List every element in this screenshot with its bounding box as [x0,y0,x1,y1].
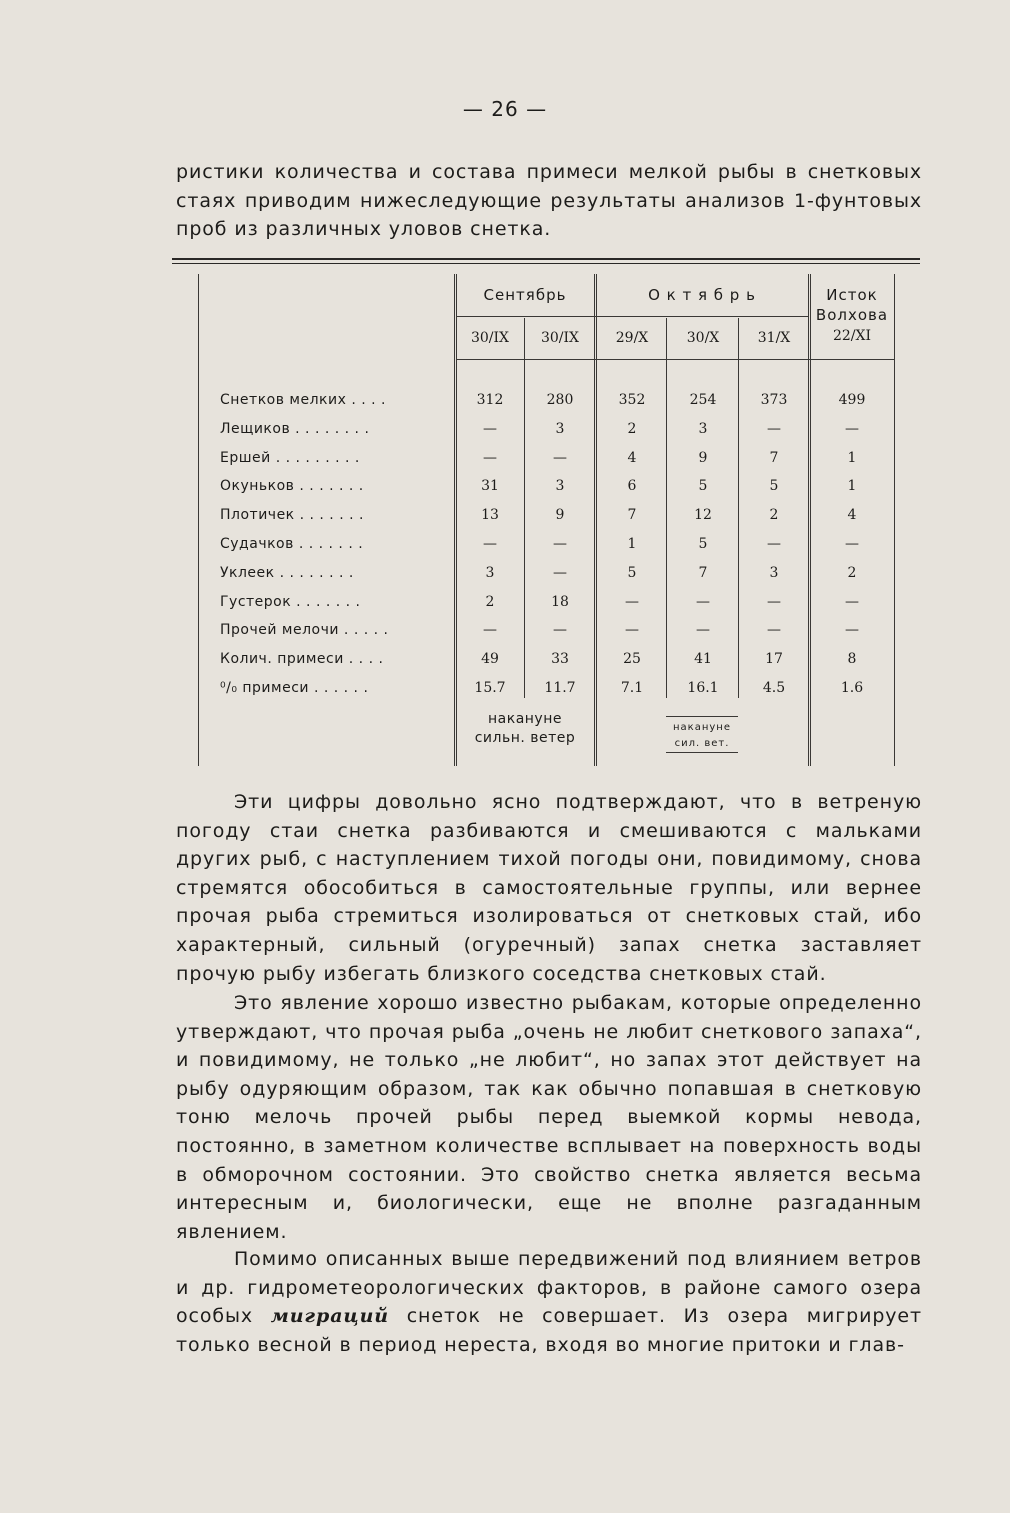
row-label: Снетков мелких . . . . [220,392,386,408]
header-date-2: 30/IX [540,330,580,346]
header-date-5: 31/X [757,330,791,346]
table-cell: — [625,594,639,610]
table-cell: 6 [627,478,637,494]
table-cell: 280 [546,392,574,408]
note-october-box-top [666,716,738,717]
note-september-2: сильн. ветер [474,730,576,746]
table-cell: 5 [769,478,779,494]
table-cell: 15.7 [474,680,506,696]
table-cell: 3 [485,565,495,581]
table-cell: 17 [765,651,783,667]
table-cell: 373 [760,392,788,408]
header-october: О к т я б р ь [648,286,756,304]
row-label: Ершей . . . . . . . . . [220,450,360,466]
row-label: Густерок . . . . . . . [220,594,361,610]
table-cell: 4.5 [762,680,786,696]
table-cell: 33 [551,651,569,667]
table-cell: — [767,622,781,638]
table-cell: 13 [481,507,499,523]
table-divider-col1 [524,318,525,698]
header-date-3: 29/X [615,330,649,346]
table-cell: — [696,622,710,638]
row-label: Уклеек . . . . . . . . [220,565,354,581]
row-label: Колич. примеси . . . . [220,651,384,667]
table-cell: — [696,594,710,610]
table-header-divider [456,316,808,317]
page-number: — 26 — [462,97,548,121]
table-cell: — [845,622,859,638]
fish-sample-table [172,258,922,766]
table-cell: — [483,622,497,638]
header-volkhov-1: Исток [826,286,878,304]
table-cell: 3 [769,565,779,581]
table-cell: 5 [698,536,708,552]
table-divider-sept-oct-double [596,274,597,766]
row-label: Прочей мелочи . . . . . [220,622,389,638]
header-date-1: 30/IX [470,330,510,346]
table-header-bottom [456,359,894,360]
table-divider-col4 [738,318,739,698]
row-label: Лещиков . . . . . . . . [220,421,370,437]
table-cell: 3 [698,421,708,437]
row-label: ⁰/₀ примеси . . . . . . [220,680,369,696]
table-cell: 3 [555,421,565,437]
table-cell: 7 [698,565,708,581]
table-cell: — [845,421,859,437]
table-cell: — [845,536,859,552]
table-cell: — [483,450,497,466]
header-volkhov-date: 22/XI [832,328,872,344]
row-label: Окуньков . . . . . . . [220,478,364,494]
note-october-1: накануне [673,722,731,733]
note-october-2: сил. вет. [674,738,730,749]
table-right-border [894,274,895,766]
table-cell: 7 [627,507,637,523]
table-cell: — [625,622,639,638]
table-cell: 8 [847,651,857,667]
table-cell: 1.6 [840,680,864,696]
header-date-4: 30/X [686,330,720,346]
paragraph-4 [176,1245,922,1359]
note-september-1: накануне [488,711,562,727]
table-cell: 18 [551,594,569,610]
header-september: Сентябрь [483,286,567,304]
table-cell: 499 [838,392,866,408]
table-cell: — [845,594,859,610]
table-cell: 2 [627,421,637,437]
table-top-rule-thin [172,263,920,264]
table-cell: 49 [481,651,499,667]
table-cell: 352 [618,392,646,408]
table-cell: 5 [698,478,708,494]
table-cell: — [553,565,567,581]
table-cell: — [553,622,567,638]
table-cell: — [553,536,567,552]
table-divider-labels [454,274,455,766]
paragraph-4-before: Помимо описанных выше передвижений под влиянием ветров и др. гидрометеорологических факторов, в районе самого озера особых [176,1248,922,1328]
table-cell: 7.1 [620,680,644,696]
note-october-box-bottom [666,752,738,753]
table-cell: 9 [698,450,708,466]
table-cell: 3 [555,478,565,494]
table-cell: — [483,421,497,437]
paragraph-4-emphasis: миграций [270,1305,389,1328]
table-cell: 4 [627,450,637,466]
table-divider-oct-volkhov [808,274,809,766]
table-cell: — [767,594,781,610]
table-cell: — [767,536,781,552]
paragraph-3: Это явление хорошо известно рыбакам, которые определенно утверждают, что прочая рыба „очень не любит снеткового запаха“, и повидимому, не только „не любит“, но запах этот действует на рыбу одуряющим образом, так как обычно попавшая в снетковую тоню мелочь прочей рыбы перед выемкой кормы невода, постоянно, в заметном количестве всплывает на поверхность воды в обморочном состоянии. Это свойство снетка является весьма интересным и, биологически, еще не вполне разгаданным явлением. [176,992,922,1243]
table-cell: 7 [769,450,779,466]
table-cell: — [483,536,497,552]
table-cell: 12 [694,507,712,523]
table-cell: 254 [689,392,717,408]
table-cell: 16.1 [687,680,719,696]
table-cell: 5 [627,565,637,581]
table-cell: 1 [847,478,857,494]
row-label: Судачков . . . . . . . [220,536,364,552]
table-divider-col3 [666,318,667,698]
table-cell: — [553,450,567,466]
paragraph-2: Эти цифры довольно ясно подтверждают, что в ветреную погоду стаи снетка разбиваются и смешиваются с мальками других рыб, с наступлением тихой погоды они, повидимому, снова стремятся обособиться в самостоятельные группы, или вернее прочая рыба стремиться изолироваться от снетковых стай, ибо характерный, сильный (огуречный) запах снетка заставляет прочую рыбу избегать близкого соседства снетковых стай. [176,791,922,985]
table-cell: 11.7 [544,680,576,696]
header-volkhov-2: Волхова [815,306,889,324]
table-cell: 1 [847,450,857,466]
paragraph-1: ристики количества и состава примеси мелкой рыбы в снетковых стаях приводим нижеследующие результаты анализов 1-фунтовых проб из различных уловов снетка. [176,161,922,241]
table-cell: 2 [847,565,857,581]
table-divider-sept-oct [594,274,595,766]
table-cell: — [767,421,781,437]
table-cell: 25 [623,651,641,667]
table-cell: 1 [627,536,637,552]
paragraph-4-after: снеток не совершает. Из озера мигрирует только весной в период нереста, входя во многие притоки и глав- [176,1305,922,1356]
row-label: Плотичек . . . . . . . [220,507,364,523]
table-cell: 9 [555,507,565,523]
table-left-border [198,274,199,766]
table-cell: 31 [481,478,499,494]
table-cell: 41 [694,651,712,667]
table-cell: 2 [485,594,495,610]
table-top-rule [172,258,920,260]
table-cell: 312 [476,392,504,408]
table-cell: 2 [769,507,779,523]
table-cell: 4 [847,507,857,523]
